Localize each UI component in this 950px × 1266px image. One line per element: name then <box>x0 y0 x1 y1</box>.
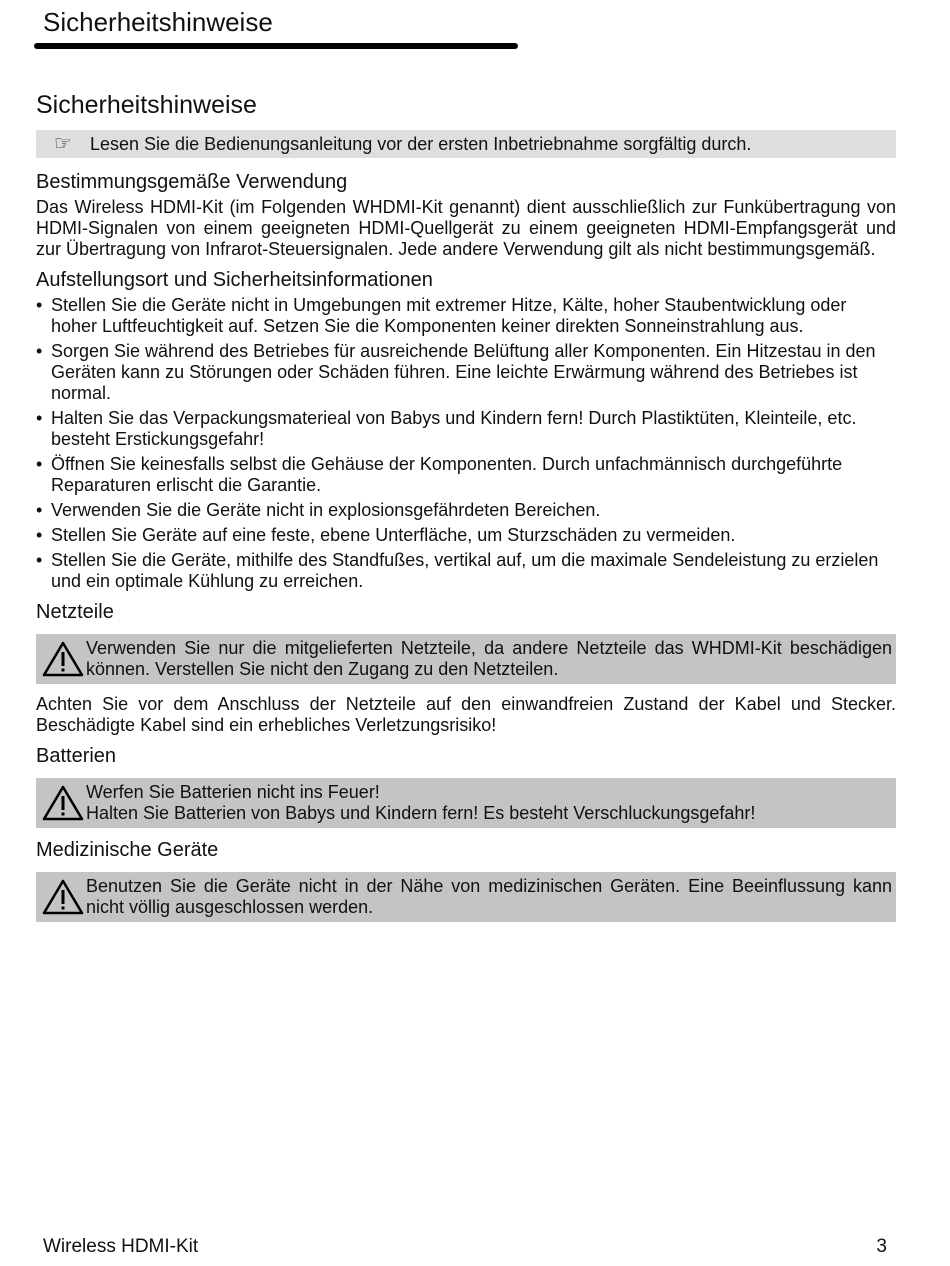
list-item: • Stellen Sie Geräte auf eine feste, ebene Unterfläche, um Sturzschäden zu vermeiden. <box>36 525 896 546</box>
list-item: • Halten Sie das Verpackungsmaterieal von Babys und Kindern fern! Durch Plastiktüten, Kleinteile, etc. besteht Erstickungsgefahr! <box>36 408 896 450</box>
page-title: Sicherheitshinweise <box>36 91 257 119</box>
list-item: • Stellen Sie die Geräte, mithilfe des Standfußes, vertikal auf, um die maximale Sendeleistung zu erzielen und ein optimale Kühlung zu erreichen. <box>36 550 896 592</box>
batteries-warning-line-2: Halten Sie Batterien von Babys und Kindern fern! Es besteht Verschluckungsgefahr! <box>86 803 756 823</box>
section-heading-installation: Aufstellungsort und Sicherheitsinformationen <box>36 269 433 291</box>
intended-use-text: Das Wireless HDMI-Kit (im Folgenden WHDMI-Kit genannt) dient ausschließlich zur Funkübertragung von HDMI-Signalen von einem geeigneten HDMI-Quellgerät zu einem geeigneten HDMI-Empfangsgerät und zur Übertragung von Infrarot-Steuersignalen. Jede andere Verwendung gilt als nicht bestimmungsgemäß. <box>36 197 896 259</box>
list-item: • Sorgen Sie während des Betriebes für ausreichende Belüftung aller Komponenten. Ein Hitzestau in den Geräten kann zu Störungen oder Schäden führen. Eine leichte Erwärmung während des Betriebes ist normal. <box>36 341 896 404</box>
section-heading-batteries: Batterien <box>36 745 117 767</box>
page-content <box>36 88 896 932</box>
pointing-hand-icon: ☞ <box>54 133 72 155</box>
medical-warning-text: Benutzen Sie die Geräte nicht in der Nähe von medizinischen Geräten. Eine Beeinflussung kann nicht völlig ausgeschlossen werden. <box>86 876 892 917</box>
warning-triangle-icon <box>40 879 86 915</box>
section-heading-power-supplies: Netzteile <box>36 601 114 623</box>
power-supplies-text: Achten Sie vor dem Anschluss der Netzteile auf den einwandfreien Zustand der Kabel und Stecker. Beschädigte Kabel sind ein erhebliches Verletzungsrisiko! <box>36 694 896 735</box>
page-number: 3 <box>876 1236 887 1257</box>
intro-notice-text: Lesen Sie die Bedienungsanleitung vor der ersten Inbetriebnahme sorgfältig durch. <box>90 134 752 154</box>
batteries-warning <box>36 778 896 828</box>
power-supplies-warning <box>36 634 896 684</box>
list-item: • Verwenden Sie die Geräte nicht in explosionsgefährdeten Bereichen. <box>36 500 896 521</box>
medical-warning <box>36 872 896 922</box>
batteries-warning-text <box>86 782 755 824</box>
header-rule <box>34 43 518 49</box>
footer-product-name: Wireless HDMI-Kit <box>43 1236 199 1257</box>
section-heading-intended-use: Bestimmungsgemäße Verwendung <box>36 171 348 193</box>
power-supplies-warning-text: Verwenden Sie nur die mitgelieferten Netzteile, da andere Netzteile das WHDMI-Kit beschädigen können. Verstellen Sie nicht den Zugang zu den Netzteilen. <box>86 638 892 679</box>
intro-notice <box>36 130 896 158</box>
running-header: Sicherheitshinweise <box>43 7 273 37</box>
list-item: • Öffnen Sie keinesfalls selbst die Gehäuse der Komponenten. Durch unfachmännisch durchgeführte Reparaturen erlischt die Garantie. <box>36 454 896 496</box>
warning-triangle-icon <box>40 641 86 677</box>
installation-list <box>36 295 896 592</box>
warning-triangle-icon <box>40 785 86 821</box>
section-heading-medical: Medizinische Geräte <box>36 839 219 861</box>
list-item: • Stellen Sie die Geräte nicht in Umgebungen mit extremer Hitze, Kälte, hoher Staubentwicklung oder hoher Luftfeuchtigkeit auf. Setzen Sie die Komponenten keiner direkten Sonneinstrahlung aus. <box>36 295 896 337</box>
batteries-warning-line-1: Werfen Sie Batterien nicht ins Feuer! <box>86 782 380 802</box>
